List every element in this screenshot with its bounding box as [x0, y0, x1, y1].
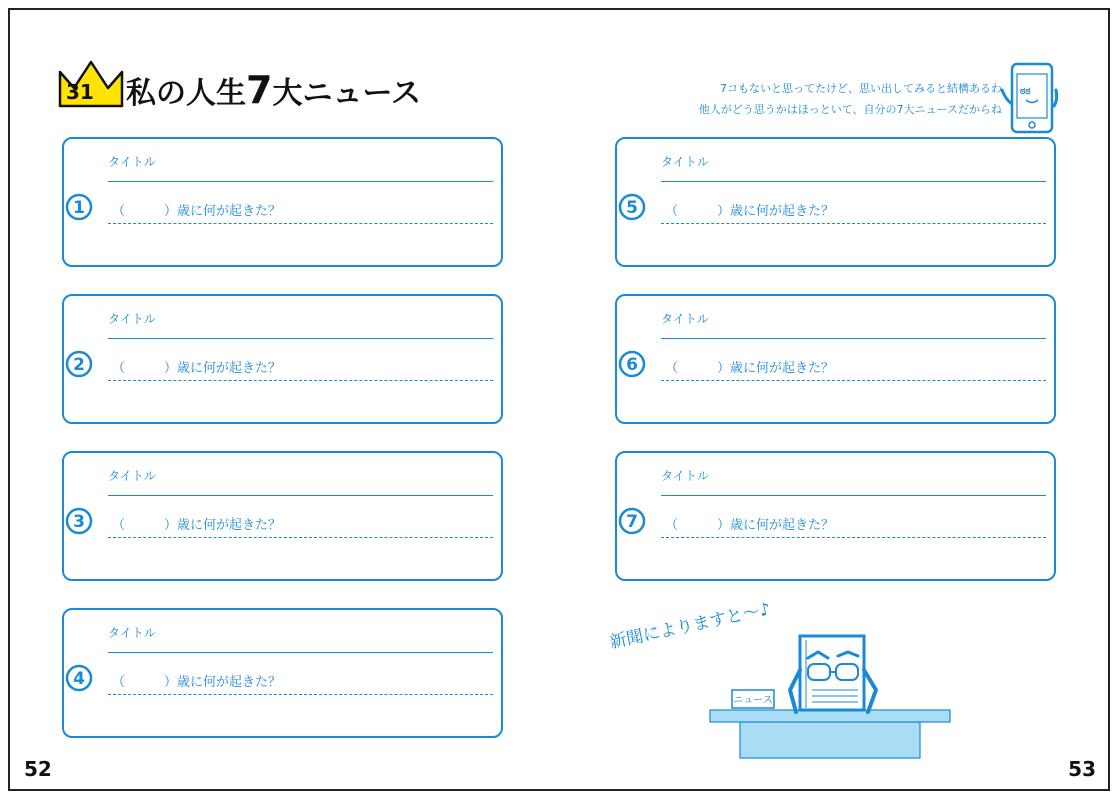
circled-number-icon: [618, 507, 646, 535]
answer-write-line[interactable]: [661, 223, 1046, 224]
circled-number-icon: [65, 507, 93, 535]
card-title-label: タイトル: [661, 469, 709, 483]
answer-write-line[interactable]: [661, 537, 1046, 538]
card-title-label: タイトル: [661, 312, 709, 326]
news-card-6: [615, 294, 1056, 424]
answer-write-line[interactable]: [661, 380, 1046, 381]
news-card-7: [615, 451, 1056, 581]
card-number: 2: [73, 355, 85, 375]
news-card-1: [62, 137, 503, 267]
answer-write-line[interactable]: [108, 537, 493, 538]
title-write-line[interactable]: [108, 652, 493, 653]
card-question: （ ）歳に何が起きた？: [112, 518, 282, 533]
title-write-line[interactable]: [108, 495, 493, 496]
card-title-label: タイトル: [108, 626, 156, 640]
card-question: （ ）歳に何が起きた？: [112, 204, 282, 219]
page-number-left: 52: [24, 757, 52, 781]
answer-write-line[interactable]: [108, 223, 493, 224]
card-question: （ ）歳に何が起きた？: [112, 361, 282, 376]
page-number-right: 53: [1068, 757, 1096, 781]
circled-number-icon: [65, 664, 93, 692]
news-card-3: [62, 451, 503, 581]
title-seven: 7: [246, 68, 273, 112]
news-card-5: [615, 137, 1056, 267]
speech-line-1: 7コもないと思ってたけど、思い出してみると結構あるわ: [720, 82, 1002, 95]
circled-number-icon: [65, 350, 93, 378]
title-write-line[interactable]: [661, 338, 1046, 339]
card-number: 6: [626, 355, 638, 375]
news-card-2: [62, 294, 503, 424]
card-question: （ ）歳に何が起きた？: [665, 518, 835, 533]
title-prefix: 私の人生: [126, 76, 246, 111]
title-write-line[interactable]: [108, 181, 493, 182]
circled-number-icon: [618, 350, 646, 378]
card-number: 4: [73, 669, 85, 689]
title-write-line[interactable]: [661, 495, 1046, 496]
card-title-label: タイトル: [108, 312, 156, 326]
answer-write-line[interactable]: [108, 694, 493, 695]
card-number: 5: [626, 198, 638, 218]
newspaper-character-icon: [708, 630, 958, 762]
page-title: [126, 68, 421, 112]
card-question: （ ）歳に何が起きた？: [665, 204, 835, 219]
news-card-4: [62, 608, 503, 738]
speech-line-2: 他人がどう思うかはほっといて、自分の7大ニュースだからね: [698, 103, 1002, 116]
card-number: 7: [626, 512, 638, 532]
section-number: 31: [66, 80, 94, 104]
card-title-label: タイトル: [661, 155, 709, 169]
card-title-label: タイトル: [108, 469, 156, 483]
title-write-line[interactable]: [661, 181, 1046, 182]
smartphone-character-icon: [1000, 60, 1066, 136]
card-number: 1: [73, 198, 85, 218]
title-suffix: 大ニュース: [272, 76, 421, 111]
card-question: （ ）歳に何が起きた？: [112, 675, 282, 690]
card-title-label: タイトル: [108, 155, 156, 169]
card-number: 3: [73, 512, 85, 532]
circled-number-icon: [65, 193, 93, 221]
illustration-caption: 新聞によりますと～♪: [607, 599, 773, 653]
news-sign: ニュース: [733, 695, 773, 706]
answer-write-line[interactable]: [108, 380, 493, 381]
title-write-line[interactable]: [108, 338, 493, 339]
svg-text:ಠಠ: ಠಠ: [1020, 86, 1031, 97]
card-question: （ ）歳に何が起きた？: [665, 361, 835, 376]
circled-number-icon: [618, 193, 646, 221]
